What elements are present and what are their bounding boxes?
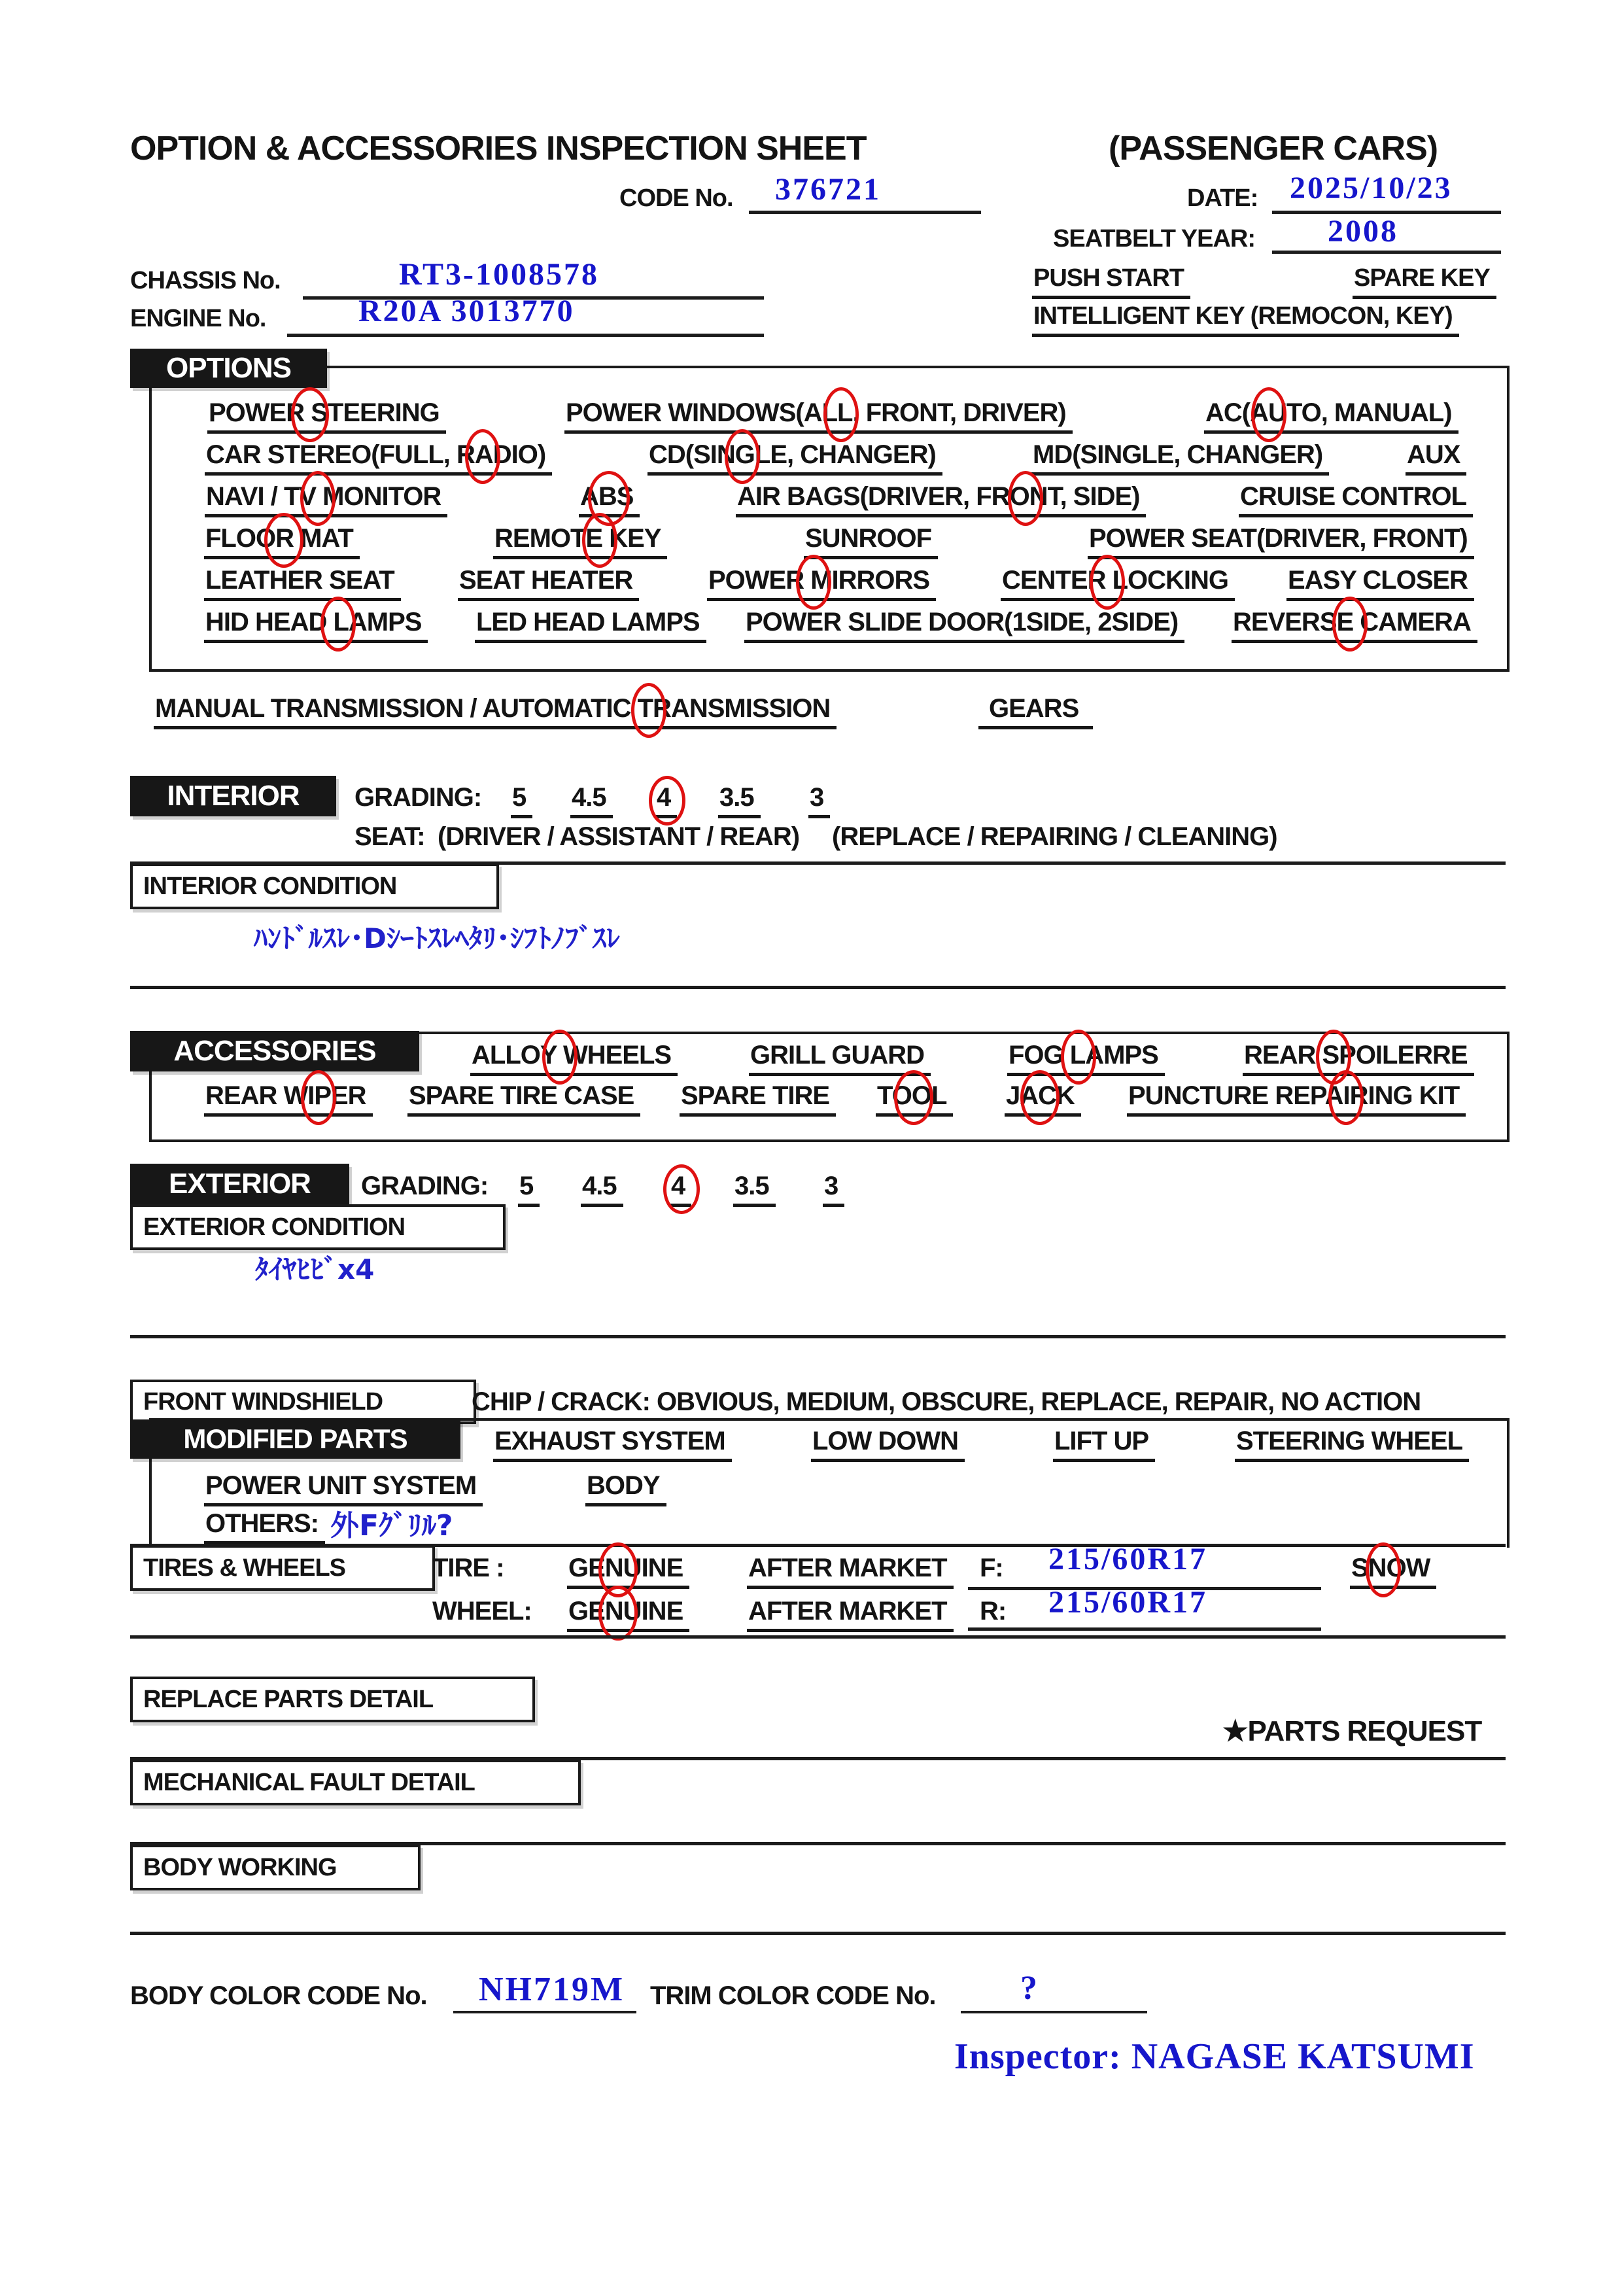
modified-low-down: LOW DOWN [811, 1426, 965, 1462]
date-value: 2025/10/23 [1290, 171, 1453, 205]
modified-others-value: 外Fｸﾞﾘﾙ? [330, 1509, 453, 1542]
body-color-label: BODY COLOR CODE No. [130, 1981, 427, 2010]
seat-actions: (REPLACE / REPAIRING / CLEANING) [832, 822, 1277, 851]
option-aux: AUX [1406, 440, 1466, 476]
exterior-grade-3: 3 [823, 1171, 844, 1207]
interior-condition-note: ﾊﾝﾄﾞﾙｽﾚ･Dｼｰﾄｽﾚﾍﾀﾘ･ｼﾌﾄﾉﾌﾞｽﾚ [254, 922, 620, 954]
engine-label: ENGINE No. [130, 305, 266, 332]
option-power-windows: POWER WINDOWS(ALL, FRONT, DRIVER) [564, 398, 1073, 434]
option-abs: ABS [579, 481, 640, 517]
intelligent-key-option: INTELLIGENT KEY (REMOCON, KEY) [1032, 302, 1459, 337]
engine-value: R20A 3013770 [358, 294, 575, 328]
option-power-seat: POWER SEAT(DRIVER, FRONT) [1088, 523, 1474, 559]
mechanical-fault-header: MECHANICAL FAULT DETAIL [130, 1760, 581, 1805]
options-section-header: OPTIONS [130, 349, 327, 388]
chassis-label: CHASSIS No. [130, 267, 281, 294]
parts-request-label: ★PARTS REQUEST [1222, 1715, 1482, 1747]
accessory-alloy-wheels: ALLOY WHEELS [470, 1040, 678, 1076]
exterior-grade-4-selected: 4 [670, 1171, 691, 1207]
wheel-after-market: AFTER MARKET [747, 1596, 954, 1632]
transmission-row: MANUAL TRANSMISSION / AUTOMATIC TRANSMISSION [154, 693, 837, 729]
accessories-section-header: ACCESSORIES [130, 1031, 419, 1071]
chassis-value: RT3-1008578 [399, 257, 599, 292]
option-remote-key: REMOTE KEY [493, 523, 667, 559]
date-label: DATE: [1187, 184, 1258, 212]
exterior-grade-5: 5 [518, 1171, 540, 1207]
accessory-tool: TOOL [876, 1081, 953, 1117]
divider [130, 1335, 1506, 1338]
option-car-stereo: CAR STEREO(FULL, RADIO) [205, 440, 552, 476]
tire-genuine: GENUINE [567, 1553, 689, 1589]
option-hid-head-lamps: HID HEAD LAMPS [204, 607, 428, 643]
wheel-rear-size: 215/60R17 [1048, 1585, 1207, 1620]
body-color-underline [453, 2011, 636, 2013]
accessory-spare-tire: SPARE TIRE [680, 1081, 836, 1117]
wheel-genuine: GENUINE [567, 1596, 689, 1632]
option-seat-heater: SEAT HEATER [458, 565, 639, 601]
engine-underline [287, 334, 764, 337]
seatbelt-underline [1272, 251, 1501, 254]
option-floor-mat: FLOOR MAT [204, 523, 360, 559]
tires-wheels-header: TIRES & WHEELS [130, 1545, 435, 1591]
rear-size-underline [968, 1627, 1321, 1631]
seat-positions: (DRIVER / ASSISTANT / REAR) [438, 822, 800, 851]
tire-front-size: 215/60R17 [1048, 1542, 1207, 1576]
tire-snow: SNOW [1350, 1553, 1436, 1589]
modified-exhaust-system: EXHAUST SYSTEM [493, 1426, 732, 1462]
modified-body: BODY [585, 1470, 666, 1506]
page-title: OPTION & ACCESSORIES INSPECTION SHEET [130, 130, 867, 167]
exterior-condition-note: ﾀｲﾔﾋﾋﾞx4 [255, 1253, 375, 1285]
option-cd: CD(SINGLE, CHANGER) [647, 440, 942, 476]
option-md: MD(SINGLE, CHANGER) [1031, 440, 1329, 476]
option-led-head-lamps: LED HEAD LAMPS [475, 607, 706, 643]
accessory-rear-wiper: REAR WIPER [204, 1081, 373, 1117]
interior-grade-5: 5 [511, 782, 532, 818]
accessory-spare-tire-case: SPARE TIRE CASE [407, 1081, 640, 1117]
interior-section-header: INTERIOR [130, 776, 336, 816]
interior-grade-4-5: 4.5 [570, 782, 613, 818]
trim-color-value: ? [1020, 1970, 1039, 2007]
windshield-options: CHIP / CRACK: OBVIOUS, MEDIUM, OBSCURE, REPLACE, REPAIR, NO ACTION [472, 1387, 1421, 1416]
accessory-fog-lamps: FOG LAMPS [1007, 1040, 1165, 1076]
interior-condition-header: INTERIOR CONDITION [130, 863, 499, 909]
tire-front-label: F: [980, 1554, 1003, 1582]
accessory-grill-guard: GRILL GUARD [749, 1040, 931, 1076]
option-sunroof: SUNROOF [804, 523, 938, 559]
trim-color-underline [961, 2011, 1147, 2013]
tire-after-market: AFTER MARKET [747, 1553, 954, 1589]
exterior-grade-3-5: 3.5 [733, 1171, 776, 1207]
option-cruise-control: CRUISE CONTROL [1239, 481, 1473, 517]
interior-grade-3-5: 3.5 [718, 782, 761, 818]
exterior-grade-4-5: 4.5 [581, 1171, 623, 1207]
option-navi: NAVI / TV MONITOR [205, 481, 447, 517]
option-power-slide-door: POWER SLIDE DOOR(1SIDE, 2SIDE) [744, 607, 1184, 643]
seat-label: SEAT: [354, 822, 425, 851]
wheel-label: WHEEL: [432, 1597, 532, 1626]
accessory-jack: JACK [1005, 1081, 1081, 1117]
modified-others-label: OTHERS: [204, 1508, 325, 1544]
body-working-header: BODY WORKING [130, 1845, 421, 1890]
spare-key-option: SPARE KEY [1353, 264, 1496, 299]
accessory-rear-spoiler: REAR SPOILERRE [1243, 1040, 1474, 1076]
seatbelt-year-value: 2008 [1328, 214, 1398, 249]
accessory-puncture-kit: PUNCTURE REPAIRING KIT [1127, 1081, 1466, 1117]
modified-power-unit-system: POWER UNIT SYSTEM [204, 1470, 483, 1506]
modified-lift-up: LIFT UP [1053, 1426, 1155, 1462]
inspector-signature: Inspector: NAGASE KATSUMI [954, 2036, 1475, 2077]
gears-label: GEARS [978, 693, 1093, 729]
option-reverse-camera: REVERSE CAMERA [1232, 607, 1477, 643]
code-label: CODE No. [619, 184, 733, 212]
option-center-locking: CENTER LOCKING [1001, 565, 1235, 601]
exterior-grading-label: GRADING: [361, 1172, 489, 1200]
option-power-mirrors: POWER MIRRORS [707, 565, 936, 601]
divider [130, 986, 1506, 989]
option-air-bags: AIR BAGS(DRIVER, FRONT, SIDE) [736, 481, 1146, 517]
tire-label: TIRE : [432, 1554, 504, 1582]
page-subtitle: (PASSENGER CARS) [1109, 130, 1438, 167]
front-windshield-header: FRONT WINDSHIELD [130, 1380, 476, 1424]
modified-parts-section-header: MODIFIED PARTS [130, 1419, 460, 1459]
interior-grade-4-selected: 4 [655, 782, 677, 818]
interior-grading-label: GRADING: [354, 783, 482, 812]
code-underline [749, 211, 981, 214]
modified-steering-wheel: STEERING WHEEL [1235, 1426, 1469, 1462]
body-color-value: NH719M [479, 1971, 625, 2008]
push-start-option: PUSH START [1032, 264, 1190, 299]
divider [130, 1932, 1506, 1935]
interior-grade-3: 3 [808, 782, 830, 818]
exterior-condition-header: EXTERIOR CONDITION [130, 1204, 506, 1250]
exterior-section-header: EXTERIOR [130, 1164, 349, 1204]
seatbelt-year-label: SEATBELT YEAR: [1053, 225, 1256, 252]
option-leather-seat: LEATHER SEAT [204, 565, 401, 601]
wheel-rear-label: R: [980, 1597, 1007, 1626]
replace-parts-header: REPLACE PARTS DETAIL [130, 1677, 535, 1722]
option-easy-closer: EASY CLOSER [1286, 565, 1474, 601]
option-ac: AC(AUTO, MANUAL) [1204, 398, 1458, 434]
option-power-steering: POWER STEERING [207, 398, 446, 434]
divider [130, 1635, 1506, 1639]
code-value: 376721 [775, 172, 881, 207]
trim-color-label: TRIM COLOR CODE No. [650, 1981, 936, 2010]
